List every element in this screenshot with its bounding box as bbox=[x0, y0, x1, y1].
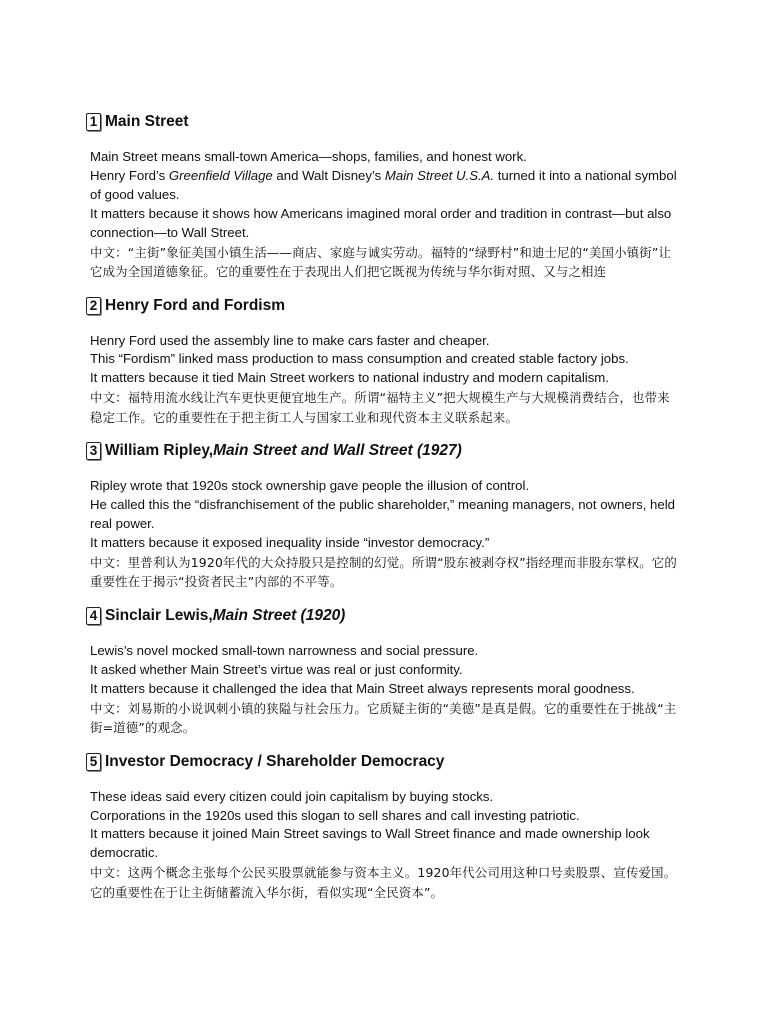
section-title: William Ripley, bbox=[105, 442, 214, 460]
italic-title: Greenfield Village bbox=[168, 167, 273, 183]
body-line bbox=[90, 167, 680, 205]
section-heading bbox=[86, 752, 680, 772]
chinese-summary: 中文：“主街”象征美国小镇生活——商店、家庭与诚实劳动。福特的“绿野村”和迪士尼的“美国小镇街”让它成为全国道德象征。它的重要性在于表现出人们把它既视为传统与华尔街对照、又与之相连 bbox=[90, 244, 672, 280]
body-line: Henry Ford used the assembly line to make cars faster and cheaper. bbox=[90, 332, 490, 348]
section-body bbox=[90, 148, 680, 282]
body-line: He called this the “disfranchisement of the public shareholder,” meaning managers, not owners, held real power. bbox=[90, 497, 675, 532]
body-line: It matters because it exposed inequality inside “investor democracy.” bbox=[90, 534, 490, 550]
section-william-ripley bbox=[86, 441, 680, 592]
section-number-badge: 2 bbox=[86, 297, 101, 315]
body-line: It matters because it tied Main Street workers to national industry and modern capitalism. bbox=[90, 370, 609, 386]
section-heading bbox=[86, 296, 680, 316]
italic-title: Main Street U.S.A. bbox=[384, 167, 495, 183]
chinese-summary: 中文：刘易斯的小说讽刺小镇的狭隘与社会压力。它质疑主街的“美德”是真是假。它的重要性在于挑战“主街=道德”的观念。 bbox=[90, 700, 677, 736]
body-line: It matters because it shows how Americans imagined moral order and tradition in contrast—but also connection—to Wall Street. bbox=[90, 205, 672, 240]
section-heading bbox=[86, 441, 680, 461]
section-main-street bbox=[86, 112, 680, 282]
section-body bbox=[90, 477, 680, 592]
section-investor-democracy bbox=[86, 752, 680, 903]
section-number-badge: 5 bbox=[86, 753, 101, 771]
chinese-summary: 中文：这两个概念主张每个公民买股票就能参与资本主义。1920年代公司用这种口号卖股票、宣传爱国。它的重要性在于让主街储蓄流入华尔街，看似实现“全民资本”。 bbox=[90, 865, 677, 900]
chinese-summary: 中文：里普利认为1920年代的大众持股只是控制的幻觉。所谓“股东被剥夺权”指经理而非股东掌权。它的重要性在于揭示“投资者民主”内部的不平等。 bbox=[90, 554, 677, 590]
body-line: Main Street means small-town America—shops, families, and honest work. bbox=[90, 149, 527, 164]
section-henry-ford bbox=[86, 296, 680, 428]
body-line: This “Fordism” linked mass production to mass consumption and created stable factory jobs. bbox=[90, 351, 629, 367]
body-line: Lewis’s novel mocked small-town narrowness and social pressure. bbox=[90, 642, 479, 658]
section-heading bbox=[86, 606, 680, 626]
section-body bbox=[90, 642, 680, 738]
body-line: It matters because it joined Main Street savings to Wall Street finance and made ownership look democratic. bbox=[90, 826, 650, 861]
body-line: It asked whether Main Street’s virtue was real or just conformity. bbox=[90, 661, 463, 677]
body-line: Corporations in the 1920s used this slogan to sell shares and call investing patriotic. bbox=[90, 807, 580, 823]
section-title-italic: Main Street (1920) bbox=[212, 606, 346, 624]
body-line: It matters because it challenged the idea that Main Street always represents moral goodness. bbox=[90, 680, 635, 696]
text-run: turned it into a national symbol of good values. bbox=[90, 167, 677, 202]
section-heading bbox=[86, 112, 680, 132]
section-number-badge: 1 bbox=[86, 113, 101, 131]
section-title: Sinclair Lewis, bbox=[105, 606, 213, 624]
section-sinclair-lewis bbox=[86, 606, 680, 738]
section-number-badge: 3 bbox=[86, 442, 101, 460]
text-run: and Walt Disney’s bbox=[272, 167, 385, 183]
chinese-summary: 中文：福特用流水线让汽车更快更便宜地生产。所谓“福特主义”把大规模生产与大规模消费结合，也带来稳定工作。它的重要性在于把主街工人与国家工业和现代资本主义联系起来。 bbox=[90, 390, 670, 425]
text-run: Henry Ford’s bbox=[90, 167, 169, 183]
section-body bbox=[90, 788, 680, 903]
section-title: Main Street bbox=[105, 113, 189, 130]
section-title: Henry Ford and Fordism bbox=[105, 296, 285, 314]
body-line: Ripley wrote that 1920s stock ownership gave people the illusion of control. bbox=[90, 478, 530, 494]
section-body bbox=[90, 332, 680, 428]
section-number-badge: 4 bbox=[86, 607, 101, 625]
section-title-italic: Main Street and Wall Street (1927) bbox=[213, 442, 462, 460]
body-line: These ideas said every citizen could join capitalism by buying stocks. bbox=[90, 788, 494, 804]
section-title: Investor Democracy / Shareholder Democracy bbox=[105, 752, 445, 770]
